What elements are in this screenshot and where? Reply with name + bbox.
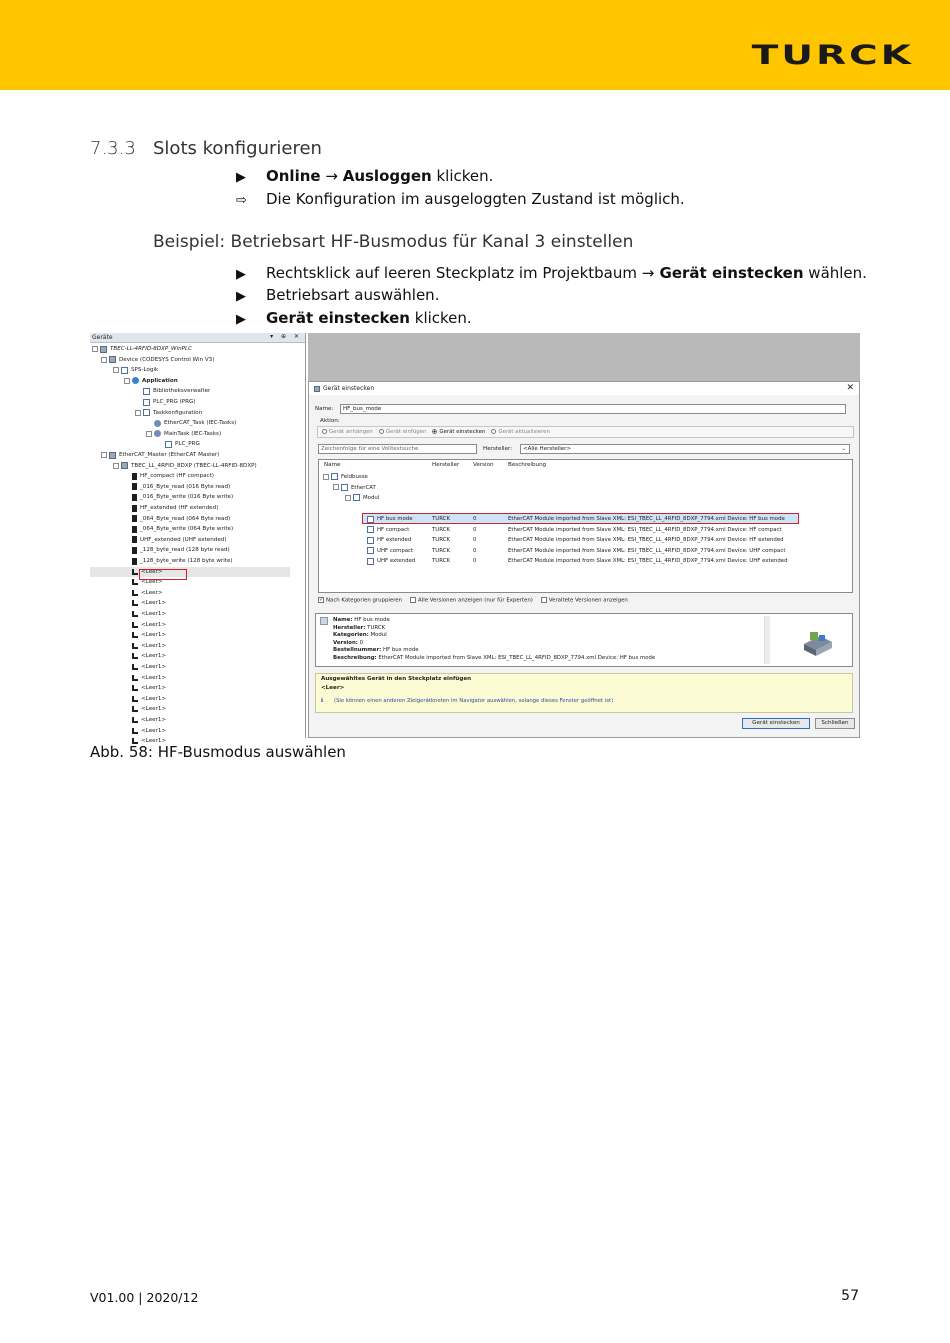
tree-node[interactable] [92, 344, 192, 354]
prg-icon [143, 409, 150, 416]
tree-node-label: _128_byte_write (128 byte write) [140, 558, 233, 564]
insert-device-dialog [308, 381, 860, 738]
action-radio[interactable] [322, 429, 373, 435]
tree-node[interactable] [124, 673, 166, 683]
category-label: Feldbusse [341, 474, 368, 480]
detail-key: Name: [333, 617, 353, 623]
module-description: EtherCAT Module imported from Slave XML: ESI_TBEC_LL_4RFID_8DXP_7794.xml Device: UHF extended [508, 558, 788, 565]
tree-node[interactable] [146, 418, 236, 428]
task-icon [154, 420, 161, 427]
action-label-text: Gerät einfügen [385, 429, 427, 435]
category-node[interactable] [333, 483, 376, 493]
dialog-titlebar [309, 382, 859, 395]
device-icon [314, 386, 320, 392]
expand-collapse-icon[interactable] [345, 495, 351, 501]
tree-node-label: <Leer1> [141, 738, 167, 745]
triangle-bullet-icon: ▶ [236, 289, 246, 304]
insert-device-button[interactable]: Gerät einstecken [742, 718, 810, 729]
checkbox-icon [541, 597, 547, 603]
tree-node[interactable] [124, 651, 166, 661]
example-heading: Beispiel: Betriebsart HF-Busmodus für Kanal 3 einstellen [153, 232, 634, 252]
triangle-bullet-icon: ▶ [236, 312, 246, 327]
module-description: EtherCAT Module imported from Slave XML: ESI_TBEC_LL_4RFID_8DXP_7794.xml Device: HF compact [508, 526, 782, 533]
col-vendor: Hersteller [432, 462, 460, 468]
prg-icon [143, 399, 150, 406]
highlight-empty-slot [139, 569, 187, 580]
tree-node-label: <Leer1> [141, 727, 167, 734]
device-picture [786, 622, 844, 662]
expand-collapse-icon[interactable] [113, 367, 119, 373]
slot-icon [132, 717, 138, 723]
module-name: HF bus mode [377, 516, 413, 522]
col-version: Version [473, 462, 494, 468]
slot-icon [132, 579, 138, 585]
tree-node[interactable] [124, 376, 178, 386]
tree-node-label: <Leer1> [141, 600, 167, 607]
module-icon [367, 547, 374, 554]
checkbox-label: Veraltete Versionen anzeigen [548, 597, 628, 604]
highlight-hf-bus-mode [362, 513, 799, 524]
radio-icon [432, 429, 437, 434]
tree-node-label: <Leer1> [141, 664, 167, 670]
category-label: EtherCAT [351, 484, 376, 491]
step-right-click [236, 264, 867, 282]
action-label-text: Gerät anhängen [329, 429, 373, 435]
col-name: Name [324, 462, 341, 468]
module-vendor: TURCK [432, 537, 451, 544]
figure-caption: Abb. 58: HF-Busmodus auswählen [90, 743, 346, 761]
tree-node[interactable] [124, 609, 166, 619]
filter-checkbox[interactable] [410, 597, 533, 604]
step-text: Betriebsart auswählen. [266, 286, 440, 304]
checkbox-label: Nach Kategorien gruppieren [326, 597, 403, 604]
slot-icon [132, 664, 138, 670]
expand-collapse-icon[interactable] [92, 346, 98, 352]
info-note: (Sie können einen anderen Zielgerätknoten im Navigator auswählen, solange dieses Fenster geöffnet ist) [334, 698, 614, 704]
tree-node-label: _016_Byte_read (016 Byte read) [140, 483, 231, 490]
mod-icon [132, 547, 137, 554]
tree-node[interactable] [124, 556, 233, 566]
mod-icon [132, 515, 137, 522]
mod-icon [132, 473, 137, 480]
tree-node-label: <Leer1> [141, 706, 167, 713]
tree-node[interactable] [135, 386, 210, 396]
tree-node[interactable] [124, 545, 230, 555]
pane-controls[interactable]: ▾ ⊕ ✕ [270, 333, 302, 340]
module-vendor: TURCK [432, 526, 451, 533]
slot-icon [132, 590, 138, 596]
module-version: 0 [473, 526, 477, 533]
category-node[interactable] [345, 493, 379, 503]
codesys-screenshot [90, 333, 860, 745]
step-result [236, 190, 685, 208]
folder-icon [353, 494, 360, 501]
module-name: UHF extended [377, 558, 416, 565]
triangle-bullet-icon: ▶ [236, 170, 246, 185]
step-result-text: Die Konfiguration im ausgeloggten Zustand ist möglich. [266, 190, 685, 208]
tree-node[interactable] [124, 704, 166, 714]
checkbox-icon: ✓ [319, 597, 324, 603]
detail-line [333, 655, 655, 663]
radio-icon [491, 429, 496, 434]
tree-node[interactable] [101, 450, 219, 460]
prg-icon [143, 388, 150, 395]
slot-icon [132, 622, 138, 628]
action-radio[interactable] [432, 429, 485, 435]
tree-node-label: _128_byte_read (128 byte read) [140, 547, 230, 554]
expand-collapse-icon[interactable] [146, 431, 152, 437]
tree-node-label: UHF_extended (UHF extended) [140, 536, 227, 543]
details-scrollbar[interactable] [764, 616, 770, 664]
tree-node-label: _016_Byte_write (016 Byte write) [140, 494, 234, 501]
slot-icon [132, 611, 138, 617]
dev-icon [109, 452, 116, 459]
dev-icon [109, 356, 116, 363]
prg-icon [165, 441, 172, 448]
tree-node-label: <Leer1> [141, 685, 167, 692]
footer-version: V01.00 | 2020/12 [90, 1290, 199, 1305]
tree-node-label: MainTask (IEC-Tasks) [164, 430, 222, 437]
dev-icon [100, 346, 107, 353]
info-panel [315, 673, 853, 713]
tree-node[interactable] [124, 514, 230, 524]
step-bold: Gerät einstecken [266, 309, 410, 327]
step-online-logout [236, 167, 493, 185]
arrow-right-icon: → [641, 264, 655, 282]
module-icon [367, 526, 374, 533]
vendor-select[interactable] [520, 444, 850, 454]
device-list [318, 459, 853, 593]
tree-node[interactable] [124, 620, 166, 630]
tree-node[interactable] [124, 683, 166, 693]
details-panel [315, 613, 853, 667]
step-insert-device [236, 309, 472, 327]
module-vendor: TURCK [432, 516, 451, 522]
tree-node-label: <Leer> [141, 568, 163, 575]
tree-node-label: <Leer1> [141, 621, 167, 628]
tree-node[interactable] [124, 482, 230, 492]
module-icon [367, 558, 374, 565]
header-bar [0, 0, 950, 90]
mod-icon [132, 505, 137, 512]
info-title: Ausgewähltes Gerät in den Steckplatz einfügen [321, 676, 472, 682]
tree-node-label: <Leer1> [141, 632, 167, 639]
action-label: Aktion: [320, 418, 340, 424]
vendor-value: <Alle Hersteller> [523, 446, 572, 452]
action-label-text: Gerät aktualisieren [498, 429, 550, 435]
tree-node[interactable] [124, 535, 227, 545]
details-text [333, 617, 655, 662]
mod-icon [132, 494, 137, 501]
tree-node[interactable] [157, 439, 200, 449]
action-label-text: Gerät einstecken [439, 429, 486, 435]
slot-icon [132, 569, 138, 575]
tree-node[interactable] [124, 588, 163, 598]
detail-key: Version: [333, 639, 358, 646]
result-arrow-icon: ⇨ [236, 193, 247, 208]
section-number: 7.3.3 [90, 138, 136, 159]
tree-node[interactable] [124, 630, 166, 640]
slot-icon [132, 728, 138, 734]
info-icon: ℹ [321, 697, 324, 704]
slot-icon [132, 706, 138, 712]
section-title: Slots konfigurieren [153, 138, 322, 159]
detail-value: Modul [368, 632, 387, 638]
detail-line [333, 640, 655, 648]
expand-collapse-icon[interactable] [101, 452, 107, 458]
module-version: 0 [473, 537, 477, 544]
folder-icon [331, 473, 338, 480]
module-version: 0 [473, 547, 477, 554]
slot-icon [132, 675, 138, 681]
tree-node[interactable] [124, 662, 166, 672]
name-label: Name: [315, 406, 334, 412]
prg-icon [121, 367, 128, 374]
category-label: Modul [363, 495, 380, 501]
search-input[interactable]: Zeichenfolge für eine Volltextsuche [318, 444, 477, 454]
expand-collapse-icon[interactable] [323, 474, 329, 480]
expand-collapse-icon[interactable] [124, 378, 130, 384]
vendor-label: Hersteller: [483, 446, 513, 452]
arrow-right-icon: → [325, 167, 338, 185]
device-tree-pane [90, 333, 306, 745]
step-select-mode [236, 286, 439, 304]
detail-key: Hersteller: [333, 624, 366, 631]
dev-icon [121, 462, 128, 469]
module-name: HF extended [377, 537, 412, 544]
editor-area [308, 333, 860, 738]
name-input[interactable]: HF_bus_mode [340, 404, 846, 414]
tree-node[interactable] [124, 598, 166, 608]
tree-node[interactable] [124, 641, 166, 651]
col-description: Beschreibung [508, 462, 547, 468]
module-description: EtherCAT Module imported from Slave XML: ESI_TBEC_LL_4RFID_8DXP_7794.xml Device: HF bus mode [508, 516, 785, 522]
device-pane-header [90, 333, 305, 343]
slot-icon [132, 643, 138, 649]
expand-collapse-icon[interactable] [135, 410, 141, 416]
tree-node-label: <Leer1> [141, 674, 167, 681]
detail-key: Bestellnummer: [333, 647, 382, 653]
filter-checkboxes [318, 597, 628, 604]
tree-node-label: HF_extended (HF extended) [140, 505, 219, 511]
tree-node-label: EtherCAT_Master (EtherCAT Master) [119, 452, 220, 458]
step-pre: Rechtsklick auf leeren Steckplatz im Projektbaum [266, 264, 642, 282]
device-pane-title: Geräte [92, 334, 113, 341]
tree-node-label: TBEC-LL-4RFID-8DXP_WinPLC [110, 346, 193, 352]
triangle-bullet-icon: ▶ [236, 267, 246, 282]
mod-icon [132, 558, 137, 565]
detail-value: TURCK [365, 624, 386, 631]
close-icon[interactable]: ✕ [846, 383, 854, 393]
step-rest: klicken. [431, 167, 494, 185]
tree-node-label: _064_Byte_write (064 Byte write) [140, 526, 234, 533]
tree-node-label: TBEC_LL_4RFID_8DXP (TBEC-LL-4RFID-8DXP) [131, 462, 257, 469]
tree-node-label: HF_compact (HF compact) [140, 473, 214, 480]
slot-icon [132, 632, 138, 638]
checkbox-label: Alle Versionen anzeigen (nur für Experten) [418, 597, 533, 604]
tree-node-label: Application [142, 377, 178, 384]
detail-value: EtherCAT Module imported from Slave XML: ESI_TBEC_LL_4RFID_8DXP_7794.xml Device: HF bus mode [376, 654, 656, 661]
module-version: 0 [473, 558, 477, 565]
tree-node-label: SPS-Logik [131, 367, 159, 374]
tree-node-label: Device (CODESYS Control Win V3) [119, 356, 215, 363]
chevron-down-icon: ⌄ [841, 446, 846, 452]
tree-node[interactable] [113, 365, 158, 375]
tree-node[interactable] [135, 397, 196, 407]
module-description: EtherCAT Module imported from Slave XML: ESI_TBEC_LL_4RFID_8DXP_7794.xml Device: UHF compact [508, 547, 786, 554]
detail-value: 0 [357, 639, 364, 646]
mod-icon [132, 483, 137, 490]
tree-node[interactable] [124, 471, 214, 481]
action-group [317, 426, 854, 438]
radio-icon [379, 429, 384, 434]
detail-line [333, 647, 655, 655]
slot-icon [132, 653, 138, 659]
tree-node-label: Bibliotheksverwalter [153, 388, 211, 395]
module-vendor: TURCK [432, 558, 451, 565]
tree-node[interactable] [124, 524, 233, 534]
tree-node-label: <Leer1> [141, 695, 167, 702]
expand-collapse-icon[interactable] [333, 484, 339, 490]
mod-icon [132, 536, 137, 543]
tree-node-label: <Leer1> [141, 653, 167, 660]
close-button[interactable]: Schließen [815, 718, 855, 729]
expand-collapse-icon[interactable] [101, 357, 107, 363]
turck-logo: TURCK [751, 40, 914, 71]
tree-node[interactable] [124, 492, 233, 502]
module-name: HF compact [377, 526, 410, 533]
checkbox-icon [410, 597, 416, 603]
tree-node-label: Taskkonfiguration [153, 409, 203, 416]
filter-checkbox[interactable] [318, 597, 402, 604]
tree-node-label: <Leer> [141, 589, 163, 596]
task-icon [154, 430, 161, 437]
detail-key: Kategorien: [333, 632, 369, 638]
expand-collapse-icon[interactable] [113, 463, 119, 469]
detail-value: HF bus mode [352, 617, 390, 623]
tree-node[interactable] [124, 694, 166, 704]
tree-node[interactable] [124, 503, 218, 513]
slot-icon [132, 600, 138, 606]
tree-node-label: <Leer1> [141, 717, 167, 723]
category-node[interactable] [323, 472, 368, 482]
tree-node-label: <Leer> [141, 579, 163, 586]
action-radio[interactable] [379, 429, 427, 435]
module-vendor: TURCK [432, 547, 451, 554]
tree-node[interactable] [124, 726, 166, 736]
tree-node[interactable] [146, 429, 221, 439]
tree-node-label: _064_Byte_read (064 Byte read) [140, 515, 231, 522]
step-rest: wählen. [803, 264, 867, 282]
module-icon [320, 617, 328, 625]
tree-node-label: EtherCAT_Task (IEC-Tasks) [164, 420, 237, 427]
step-rest: klicken. [409, 309, 472, 327]
tree-node[interactable] [101, 355, 214, 365]
module-icon [367, 537, 374, 544]
slot-icon [132, 685, 138, 691]
tree-node-label: PLC_PRG [175, 441, 200, 448]
tree-node[interactable] [124, 715, 166, 725]
action-radio[interactable] [491, 429, 550, 435]
mod-icon [132, 526, 137, 533]
folder-icon [341, 484, 348, 491]
filter-checkbox[interactable] [541, 597, 628, 604]
radio-icon [322, 429, 327, 434]
module-name: UHF compact [377, 547, 414, 554]
app-icon [132, 377, 139, 384]
tree-node-label: PLC_PRG (PRG) [153, 399, 196, 405]
tree-node[interactable] [113, 461, 257, 471]
detail-key: Beschreibung: [333, 654, 377, 661]
module-description: EtherCAT Module imported from Slave XML: ESI_TBEC_LL_4RFID_8DXP_7794.xml Device: HF extended [508, 537, 784, 544]
tree-node[interactable] [135, 408, 202, 418]
step-bold-logout: Ausloggen [342, 167, 432, 185]
detail-line [333, 632, 655, 640]
slot-icon [132, 696, 138, 702]
tree-node-label: <Leer1> [141, 611, 167, 617]
step-bold: Gerät einstecken [654, 264, 804, 282]
module-version: 0 [473, 516, 477, 522]
detail-value: HF bus mode [381, 647, 419, 653]
page-number: 57 [841, 1288, 859, 1304]
info-slot-value: <Leer> [321, 685, 345, 691]
step-bold-online: Online [266, 167, 321, 185]
tree-node[interactable] [90, 567, 290, 577]
detail-line [333, 625, 655, 633]
detail-line [333, 617, 655, 625]
dialog-title: Gerät einstecken [323, 385, 375, 392]
tree-node-label: <Leer1> [141, 642, 167, 649]
